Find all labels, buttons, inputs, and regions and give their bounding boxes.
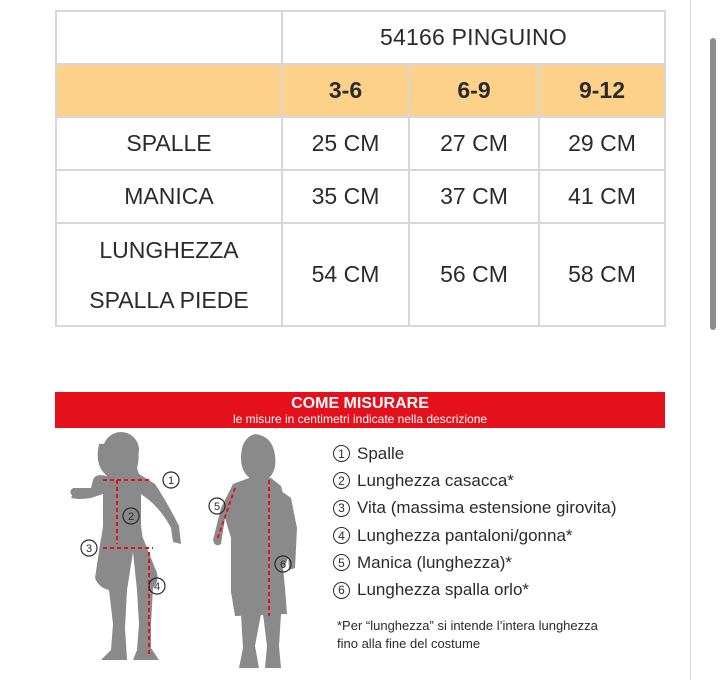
content-edge-divider — [690, 0, 691, 680]
measure-cell: 56 CM — [409, 223, 539, 326]
size-header-corner — [56, 64, 282, 117]
measure-cell: 54 CM — [282, 223, 409, 326]
marker-label: 5 — [213, 501, 221, 513]
girl-body — [213, 478, 289, 616]
girl-right-leg — [263, 614, 281, 668]
guide-subtitle: le misure in centimetri indicate nella descrizione — [232, 412, 488, 426]
size-label: 9-12 — [539, 64, 665, 117]
legend-item — [333, 467, 617, 494]
legend-number: 5 — [333, 554, 350, 571]
girl-figure — [213, 434, 297, 668]
row-label-line: SPALLA PIEDE — [89, 286, 249, 313]
legend-number: 3 — [333, 500, 350, 517]
marker-label: 4 — [153, 581, 161, 593]
size-label: 6-9 — [409, 64, 539, 117]
legend-item — [333, 440, 617, 467]
measure-cell: 37 CM — [409, 170, 539, 223]
marker-label: 6 — [279, 559, 287, 571]
legend-item — [333, 495, 617, 522]
measure-cell: 58 CM — [539, 223, 665, 326]
legend-text: Lunghezza casacca* — [357, 470, 514, 490]
measure-cell: 35 CM — [282, 170, 409, 223]
footnote-line: *Per “lunghezza” si intende l’intera lunghezza — [337, 618, 598, 633]
guide-title: COME MISURARE — [291, 395, 429, 412]
legend-item — [333, 549, 617, 576]
table-row — [56, 223, 665, 326]
marker-label: 3 — [85, 543, 93, 555]
marker-label: 2 — [127, 511, 135, 523]
legend-item — [333, 576, 617, 603]
length-footnote — [337, 617, 657, 653]
empty-corner-cell — [56, 11, 282, 64]
legend-number: 1 — [333, 445, 350, 462]
measure-cell: 25 CM — [282, 117, 409, 170]
size-header-row — [56, 64, 665, 117]
legend-number: 4 — [333, 527, 350, 544]
table-row — [56, 117, 665, 170]
product-code: 54166 PINGUINO — [282, 11, 665, 64]
legend-text: Spalle — [357, 443, 405, 463]
girl-head — [241, 434, 275, 480]
boy-legs — [95, 538, 159, 660]
scrollbar-thumb[interactable] — [710, 38, 716, 330]
legend-text: Manica (lunghezza)* — [357, 552, 512, 572]
row-label: SPALLE — [56, 117, 282, 170]
table-title-row — [56, 11, 665, 64]
guide-banner — [55, 392, 665, 428]
legend-number: 2 — [333, 472, 350, 489]
legend-text: Lunghezza spalla orlo* — [357, 580, 530, 600]
girl-left-leg — [239, 614, 261, 668]
legend-text: Lunghezza pantaloni/gonna* — [357, 525, 573, 545]
table-row — [56, 170, 665, 223]
measure-cell: 29 CM — [539, 117, 665, 170]
row-label: MANICA — [56, 170, 282, 223]
marker-label: 1 — [167, 475, 175, 487]
size-table — [55, 10, 666, 327]
measure-legend — [333, 440, 617, 604]
footnote-line: fino alla fine del costume — [337, 636, 481, 651]
measure-cell: 41 CM — [539, 170, 665, 223]
measuring-figures — [55, 428, 325, 680]
legend-item — [333, 522, 617, 549]
measure-cell: 27 CM — [409, 117, 539, 170]
row-label — [56, 223, 282, 326]
measuring-guide — [55, 392, 665, 680]
legend-text: Vita (massima estensione girovita) — [357, 498, 617, 518]
legend-number: 6 — [333, 582, 350, 599]
row-label-line: LUNGHEZZA — [99, 236, 239, 263]
size-label: 3-6 — [282, 64, 409, 117]
boy-torso — [71, 442, 181, 544]
